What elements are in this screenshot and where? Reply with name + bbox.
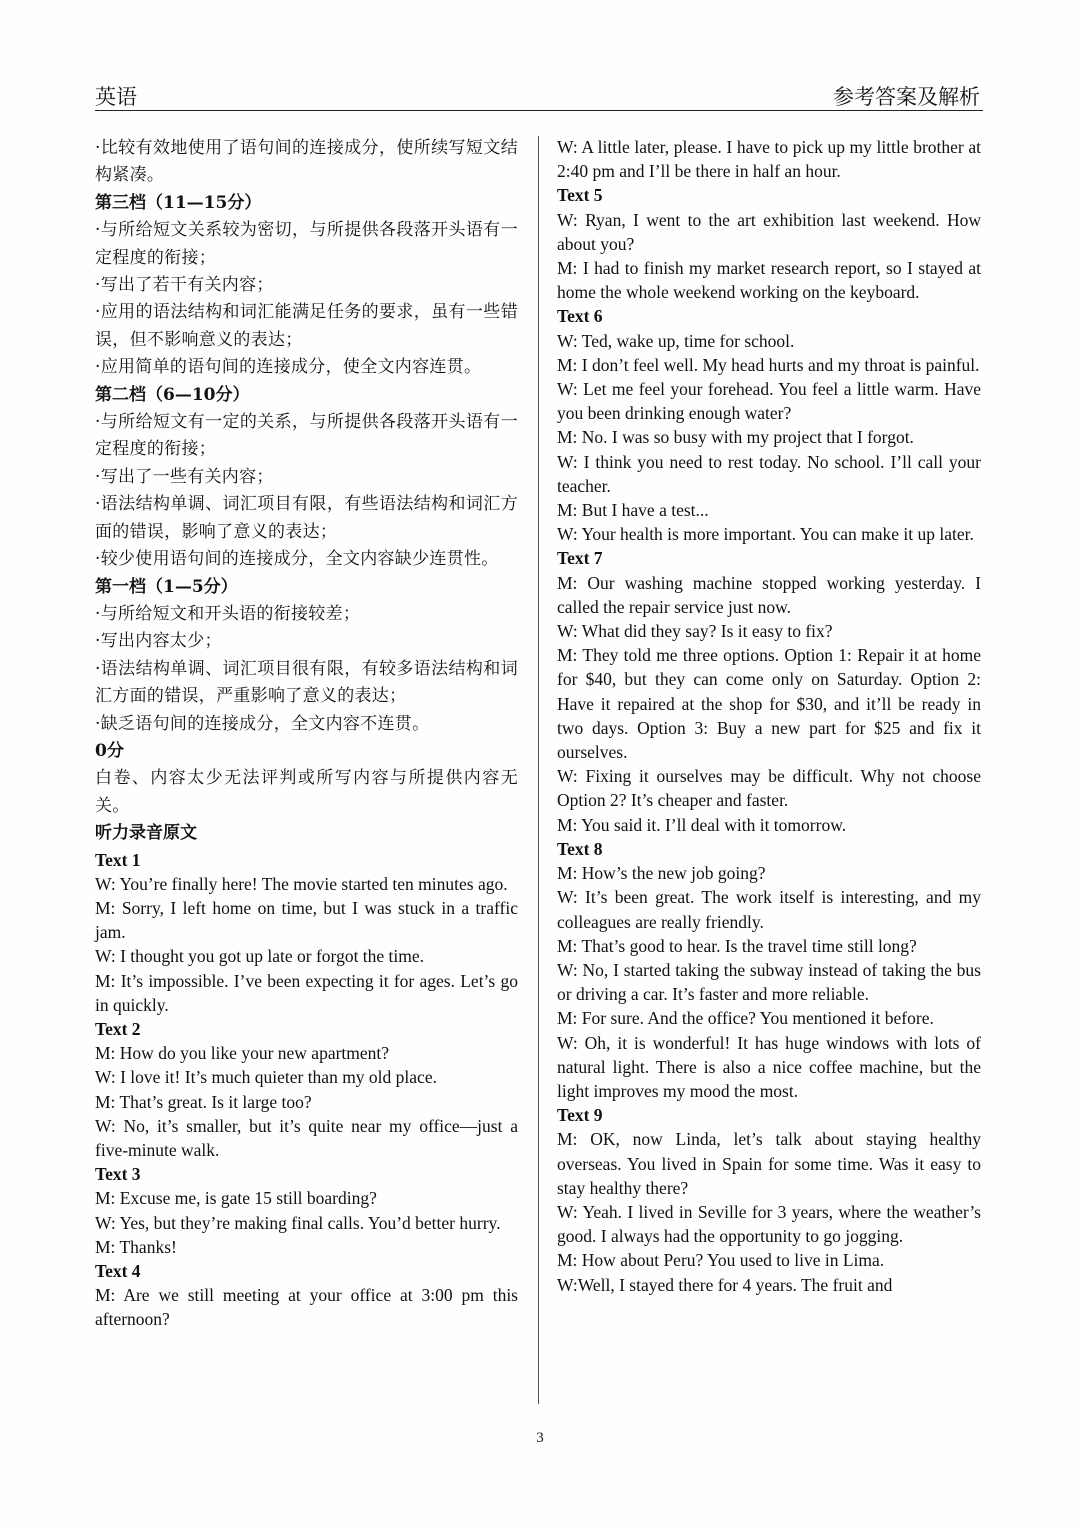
dialogue-line: W: Yes, but they’re making final calls. You’d better hurry.: [95, 1212, 501, 1233]
grade-heading-3: 第三档（11—15分）: [95, 192, 262, 213]
left-column: [95, 135, 518, 1332]
grade-heading-1: 第一档（1—5分）: [95, 576, 238, 597]
text-heading: Text 9: [557, 1105, 603, 1126]
dialogue-line: M: But I have a test...: [557, 500, 709, 521]
dialogue-line: M: Are we still meeting at your office at 3:00 pm this afternoon?: [95, 1285, 518, 1330]
criteria-item: ·语法结构单调、词汇项目有限，有些语法结构和词汇方面的错误，影响了意义的表达；: [95, 494, 518, 542]
dialogue-line: W: Oh, it is wonderful! It has huge windows with lots of natural light. There is also a nice coffee machine, but the light improves my mood the most.: [557, 1032, 981, 1101]
dialogue-line: W: Fixing it ourselves may be difficult. Why not choose Option 2? It’s cheaper and faster.: [557, 766, 981, 811]
criteria-item: 白卷、内容太少无法评判或所写内容与所提供内容无关。: [95, 768, 518, 816]
dialogue-line: W: Your health is more important. You can make it up later.: [557, 524, 974, 545]
header-subject: 英语: [95, 85, 137, 109]
dialogue-line: M: That’s good to hear. Is the travel time still long?: [557, 935, 917, 956]
criteria-item: ·与所给短文有一定的关系，与所提供各段落开头语有一定程度的衔接；: [95, 412, 518, 460]
dialogue-line: W: It’s been great. The work itself is interesting, and my colleagues are really friendly.: [557, 887, 981, 932]
text-heading: Text 7: [557, 548, 603, 569]
dialogue-line: M: It’s impossible. I’ve been expecting it for ages. Let’s go in quickly.: [95, 970, 518, 1015]
dialogue-line: M: That’s great. Is it large too?: [95, 1091, 312, 1112]
dialogue-line: M: For sure. And the office? You mentioned it before.: [557, 1008, 934, 1029]
text-heading: Text 3: [95, 1164, 141, 1185]
criteria-item: ·写出了若干有关内容；: [95, 275, 274, 296]
page-number: 3: [536, 1430, 544, 1446]
criteria-item: ·与所给短文关系较为密切，与所提供各段落开头语有一定程度的衔接；: [95, 220, 518, 268]
text-heading: Text 4: [95, 1261, 141, 1282]
dialogue-line: M: I don’t feel well. My head hurts and my throat is painful.: [557, 354, 980, 375]
text-heading: Text 5: [557, 185, 603, 206]
criteria-item: ·应用的语法结构和词汇能满足任务的要求，虽有一些错误，但不影响意义的表达；: [95, 302, 518, 350]
dialogue-line: M: How about Peru? You used to live in Lima.: [557, 1250, 885, 1271]
text-heading: Text 8: [557, 838, 603, 859]
criteria-item: ·与所给短文和开头语的衔接较差；: [95, 603, 361, 624]
dialogue-line: M: Excuse me, is gate 15 still boarding?: [95, 1188, 377, 1209]
criteria-item: ·语法结构单调、词汇项目很有限，有较多语法结构和词汇方面的错误，严重影响了意义的表达；: [95, 658, 518, 707]
dialogue-line: M: Sorry, I left home on time, but I was stuck in a traffic jam.: [95, 897, 518, 943]
dialogue-line: W: I thought you got up late or forgot the time.: [95, 946, 425, 967]
text-heading: Text 1: [95, 849, 141, 870]
text-heading: Text 6: [557, 306, 603, 327]
dialogue-line: W: I love it! It’s much quieter than my old place.: [95, 1067, 437, 1088]
header-rule: [95, 110, 983, 111]
header-section-title: 参考答案及解析: [833, 85, 980, 109]
text-heading: Text 2: [95, 1018, 141, 1039]
dialogue-line: M: Thanks!: [95, 1236, 177, 1257]
dialogue-line: W: I think you need to rest today. No school. I’ll call your teacher.: [557, 451, 981, 496]
dialogue-line: W: You’re finally here! The movie started ten minutes ago.: [95, 873, 508, 894]
dialogue-line: W: Ryan, I went to the art exhibition last weekend. How about you?: [557, 209, 981, 254]
grade-heading-2: 第二档（6—10分）: [95, 384, 250, 405]
dialogue-line: W: What did they say? Is it easy to fix?: [557, 621, 833, 642]
dialogue-line: M: No. I was so busy with my project that I forgot.: [557, 427, 914, 448]
dialogue-line: W: A little later, please. I have to pick up my little brother at 2:40 pm and I’ll be there in half an hour.: [557, 137, 981, 182]
dialogue-line: M: How do you like your new apartment?: [95, 1043, 390, 1064]
dialogue-line: W: No, I started taking the subway instead of taking the bus or driving a car. It’s faster and more reliable.: [557, 959, 981, 1005]
criteria-item: ·比较有效地使用了语句间的连接成分，使所续写短文结构紧凑。: [95, 138, 518, 186]
grade-heading-0: 0分: [95, 740, 124, 761]
dialogue-line: M: Our washing machine stopped working yesterday. I called the repair service just now.: [557, 572, 981, 617]
transcript-title: 听力录音原文: [95, 823, 197, 844]
dialogue-line: M: You said it. I’ll deal with it tomorrow.: [557, 814, 847, 835]
dialogue-line: M: How’s the new job going?: [557, 863, 766, 884]
column-divider: [538, 136, 539, 1404]
dialogue-line: W: Yeah. I lived in Seville for 3 years, where the weather’s good. I always had the opportunity to go jogging.: [557, 1201, 981, 1247]
criteria-item: ·应用简单的语句间的连接成分，使全文内容连贯。: [95, 357, 482, 378]
criteria-item: ·缺乏语句间的连接成分，全文内容不连贯。: [95, 713, 430, 734]
dialogue-line: W: Let me feel your forehead. You feel a little warm. Have you been drinking enough water?: [557, 379, 981, 424]
criteria-item: ·写出了一些有关内容；: [95, 466, 274, 487]
dialogue-line: M: OK, now Linda, let’s talk about staying healthy overseas. You lived in Spain for some time. Was it easy to stay healthy there?: [557, 1129, 981, 1198]
dialogue-line: M: They told me three options. Option 1: Repair it at home for $40, but they can come only on Saturday. Option 2: Have it repaired at the shop for $30, and it’ll be ready in two days. Option 3: Buy a new part for $25 and fix it ourselves.: [557, 645, 981, 763]
dialogue-line: W:Well, I stayed there for 4 years. The fruit and: [557, 1274, 893, 1295]
right-column: [557, 135, 981, 1297]
dialogue-line: W: Ted, wake up, time for school.: [557, 330, 795, 351]
dialogue-line: W: No, it’s smaller, but it’s quite near my office—just a five-minute walk.: [95, 1115, 518, 1160]
criteria-item: ·写出内容太少；: [95, 631, 222, 652]
dialogue-line: M: I had to finish my market research report, so I stayed at home the whole weekend working on the keyboard.: [557, 258, 981, 303]
criteria-item: ·较少使用语句间的连接成分，全文内容缺少连贯性。: [95, 549, 499, 570]
